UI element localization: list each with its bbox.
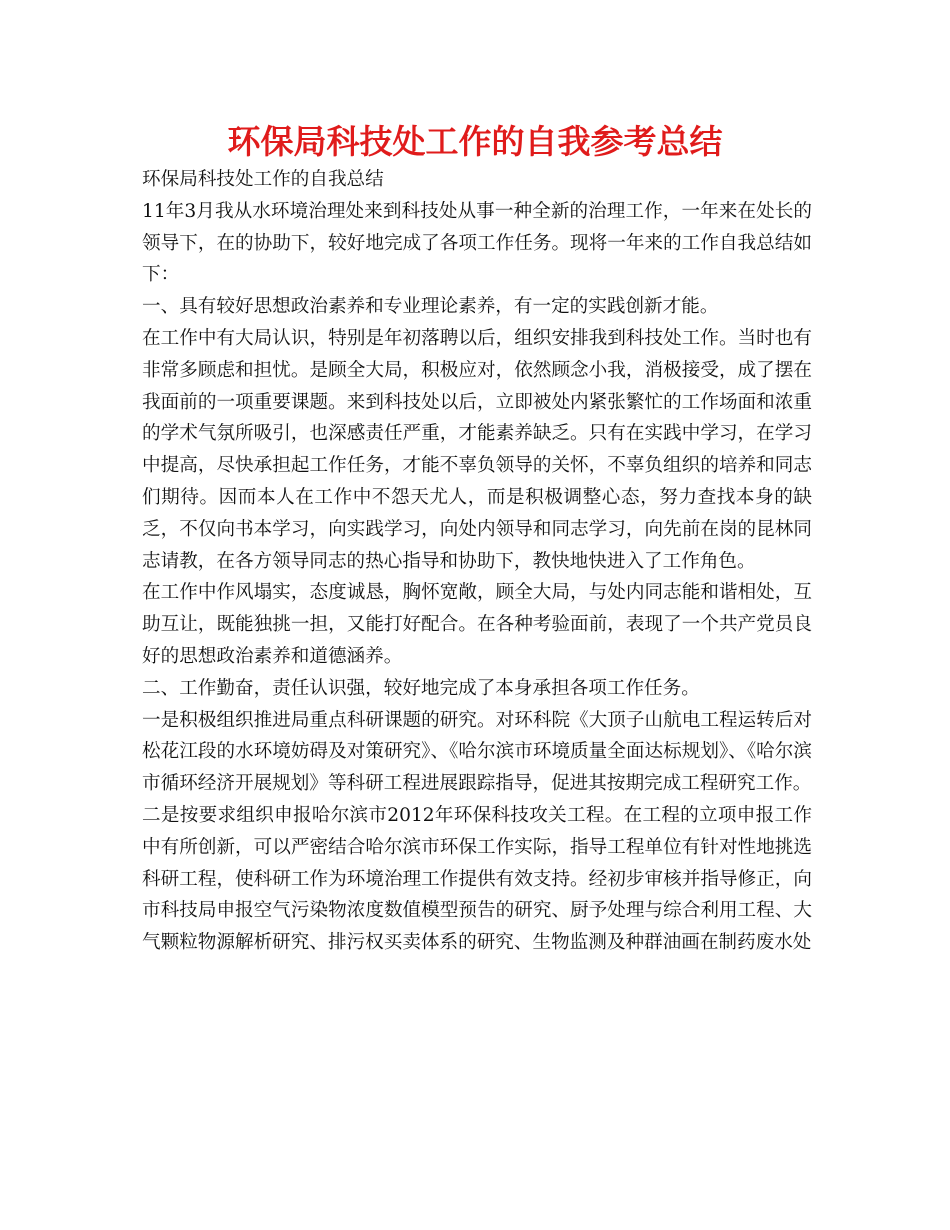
paragraph-intro: 11年3月我从水环境治理处来到科技处从事一种全新的治理工作，一年来在处长的领导下，在的协助下，较好地完成了各项工作任务。现将一年来的工作自我总结如下： <box>142 200 812 286</box>
paragraph: 一是积极组织推进局重点科研课题的研究。对环科院《大顶子山航电工程运转后对松花江段的水环境妨碍及对策研究》、《哈尔滨市环境质量全面达标规划》、《哈尔滨市循环经济开展规划》等科研工程进展跟踪指导，促进其按期完成工程研究工作。 <box>142 709 812 795</box>
paragraph-subtitle: 环保局科技处工作的自我总结 <box>142 169 384 190</box>
paragraph: 二是按要求组织申报哈尔滨市2012年环保科技攻关工程。在工程的立项申报工作中有所创新，可以严密结合哈尔滨市环保工作实际，指导工程单位有针对性地挑选科研工程，使科研工作为环境治理工作提供有效支持。经初步审核并指导修正，向市科技局申报空气污染物浓度数值模型预告的研究、厨予处理与综合利用工程、大气颗粒物源解析研究、排污权买卖体系的研究、生物监测及种群油画在制药废水处 <box>142 804 812 954</box>
document-body <box>142 164 812 959</box>
section-heading-1: 一、具有较好思想政治素养和专业理论素养，有一定的实践创新才能。 <box>142 296 719 318</box>
paragraph: 在工作中作风塌实，态度诚恳，胸怀宽敞，顾全大局，与处内同志能和谐相处，互助互让，既能独挑一担，又能打好配合。在各种考验面前，表现了一个共产党员良好的思想政治素养和道德涵养。 <box>142 582 812 667</box>
paragraph: 在工作中有大局认识，特别是年初落聘以后，组织安排我到科技处工作。当时也有非常多顾虑和担忧。是顾全大局，积极应对，依然顾念小我，消极接受，成了摆在我面前的一项重要课题。来到科技处以后，立即被处内紧张繁忙的工作场面和浓重的学术气氛所吸引，也深感责任严重，才能素养缺乏。只有在实践中学习，在学习中提高，尽快承担起工作任务，才能不辜负领导的关怀，不辜负组织的培养和同志们期待。因而本人在工作中不怨天尤人，而是积极调整心态，努力查找本身的缺乏，不仅向书本学习，向实践学习，向处内领导和同志学习，向先前在岗的昆林同志请教，在各方领导同志的热心指导和协助下，教快地快进入了工作角色。 <box>142 327 812 572</box>
document-title: 环保局科技处工作的自我参考总结 <box>227 122 723 161</box>
section-heading-2: 二、工作勤奋，责任认识强，较好地完成了本身承担各项工作任务。 <box>142 677 700 699</box>
